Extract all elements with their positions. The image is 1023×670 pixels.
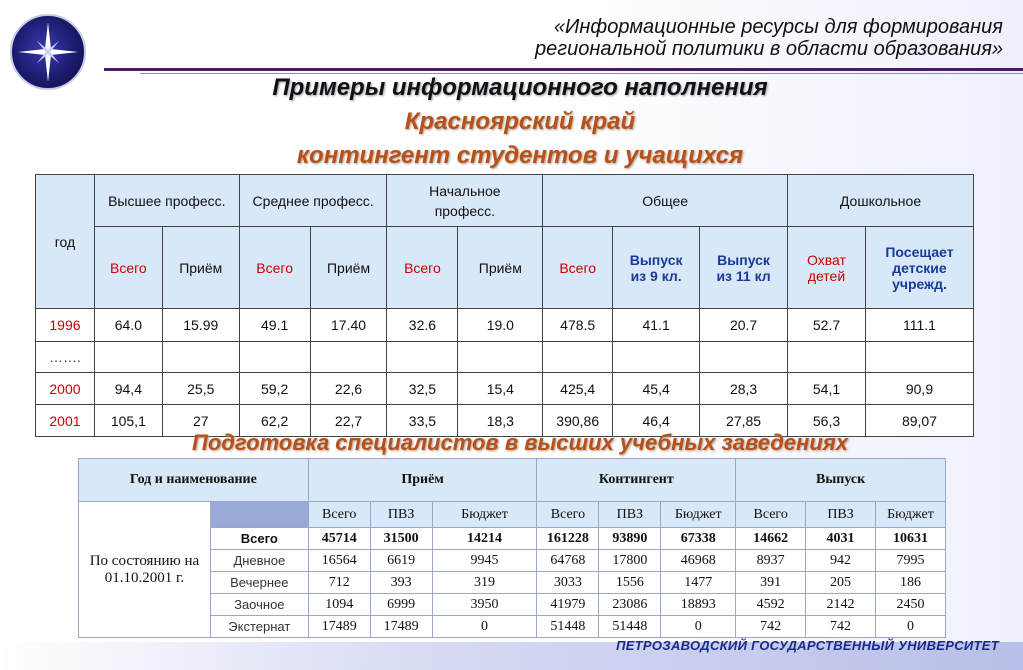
table-cell	[239, 342, 310, 373]
table-cell: 7995	[875, 550, 945, 572]
examples-heading: Примеры информационного наполнения	[272, 74, 768, 101]
general-header: Общее	[543, 175, 788, 227]
table-cell: 9945	[432, 550, 537, 572]
row-label: Заочное	[210, 594, 308, 616]
table-cell: 1094	[308, 594, 370, 616]
table-cell: 22,7	[310, 405, 387, 437]
table-cell: 4592	[736, 594, 806, 616]
secondary-total-header: Всего	[239, 227, 310, 309]
table-cell: 54,1	[788, 373, 866, 405]
table-cell: 111.1	[865, 309, 973, 342]
training-heading: Подготовка специалистов в высших учебных заведениях	[192, 430, 848, 455]
table-cell: 742	[806, 616, 876, 638]
primary-header-line1: Начальное	[429, 182, 501, 199]
year-cell: 1996	[36, 309, 95, 342]
table-cell	[788, 342, 866, 373]
table-cell: 90,9	[865, 373, 973, 405]
year-cell: 2000	[36, 373, 95, 405]
presentation-title	[535, 16, 1003, 60]
name-header: Год и наименование	[79, 459, 309, 502]
table-cell: 93890	[599, 528, 661, 550]
header-divider	[104, 68, 1023, 71]
row-label: Экстернат	[210, 616, 308, 638]
coverage-header: Охват детей	[788, 227, 866, 309]
table-cell: 33,5	[387, 405, 458, 437]
table-cell: 52.7	[788, 309, 866, 342]
higher-header: Высшее професс.	[94, 175, 239, 227]
row-label: Дневное	[210, 550, 308, 572]
table-cell: 67338	[661, 528, 736, 550]
table-cell: 51448	[599, 616, 661, 638]
table-cell: 64.0	[94, 309, 162, 342]
state-date-cell: По состоянию на 01.10.2001 г.	[79, 502, 211, 638]
table-cell	[310, 342, 387, 373]
table-cell: 6999	[370, 594, 432, 616]
table-cell: 27,85	[700, 405, 788, 437]
row-label: Вечернее	[210, 572, 308, 594]
contingent-heading: контингент студентов и учащихся	[296, 142, 744, 169]
table-row	[36, 373, 974, 405]
table-cell: 3950	[432, 594, 537, 616]
table-cell: 478.5	[543, 309, 613, 342]
table-cell: 18893	[661, 594, 736, 616]
table-cell	[94, 342, 162, 373]
table-cell	[700, 342, 788, 373]
primary-header-line2: професс.	[434, 202, 496, 219]
graduation-header: Выпуск	[736, 459, 946, 502]
table-cell: 28,3	[700, 373, 788, 405]
table-cell	[162, 342, 239, 373]
table-cell: 0	[432, 616, 537, 638]
table-cell: 8937	[736, 550, 806, 572]
table-cell: 14214	[432, 528, 537, 550]
table-cell: 20.7	[700, 309, 788, 342]
table-cell	[613, 342, 700, 373]
contingent-header: Контингент	[537, 459, 736, 502]
intake-budget-header: Бюджет	[432, 502, 537, 528]
table-cell: 3033	[537, 572, 599, 594]
table-cell: 15,4	[458, 373, 543, 405]
table-cell: 2450	[875, 594, 945, 616]
table-cell	[543, 342, 613, 373]
table-cell: 94,4	[94, 373, 162, 405]
table-cell: 56,3	[788, 405, 866, 437]
grad9-header: Выпуск из 9 кл.	[613, 227, 700, 309]
table-cell: 16564	[308, 550, 370, 572]
table-cell: 27	[162, 405, 239, 437]
table-cell: 14662	[736, 528, 806, 550]
table-cell: 105,1	[94, 405, 162, 437]
table-cell: 17.40	[310, 309, 387, 342]
intake-header: Приём	[308, 459, 537, 502]
contingent-total-header: Всего	[537, 502, 599, 528]
table-cell: 17489	[308, 616, 370, 638]
table-cell	[458, 342, 543, 373]
table-cell: 19.0	[458, 309, 543, 342]
secondary-header: Среднее професс.	[239, 175, 387, 227]
table-cell: 942	[806, 550, 876, 572]
table-cell: 742	[736, 616, 806, 638]
contingent-pvz-header: ПВЗ	[599, 502, 661, 528]
training-table	[78, 458, 946, 638]
row-label: Всего	[210, 528, 308, 550]
table-cell: 41.1	[613, 309, 700, 342]
table-cell: 49.1	[239, 309, 310, 342]
table-cell: 41979	[537, 594, 599, 616]
secondary-intake-header: Приём	[310, 227, 387, 309]
table-cell: 6619	[370, 550, 432, 572]
intake-total-header: Всего	[308, 502, 370, 528]
table-cell: 15.99	[162, 309, 239, 342]
contingent-table	[35, 174, 974, 437]
table-cell	[387, 342, 458, 373]
presentation-title-line1: «Информационные ресурсы для формирования	[553, 16, 1003, 38]
table-cell: 17489	[370, 616, 432, 638]
primary-header	[387, 175, 543, 227]
table-cell: 32,5	[387, 373, 458, 405]
table-cell: 45,4	[613, 373, 700, 405]
table-cell: 18,3	[458, 405, 543, 437]
table-cell: 205	[806, 572, 876, 594]
table-cell: 25,5	[162, 373, 239, 405]
graduation-budget-header: Бюджет	[875, 502, 945, 528]
table-cell: 51448	[537, 616, 599, 638]
table-cell: 1556	[599, 572, 661, 594]
table-cell: 45714	[308, 528, 370, 550]
table-cell: 22,6	[310, 373, 387, 405]
general-total-header: Всего	[543, 227, 613, 309]
table-cell: 391	[736, 572, 806, 594]
table-cell: 10631	[875, 528, 945, 550]
preschool-header: Дошкольное	[788, 175, 974, 227]
table-cell: 712	[308, 572, 370, 594]
table-cell: 89,07	[865, 405, 973, 437]
intake-pvz-header: ПВЗ	[370, 502, 432, 528]
table-cell: 31500	[370, 528, 432, 550]
table-cell: 1477	[661, 572, 736, 594]
table-cell: 46,4	[613, 405, 700, 437]
higher-intake-header: Приём	[162, 227, 239, 309]
attend-header: Посещает детские учрежд.	[865, 227, 973, 309]
table-cell: 2142	[806, 594, 876, 616]
table-cell: 319	[432, 572, 537, 594]
table-row	[36, 309, 974, 342]
table-cell: 4031	[806, 528, 876, 550]
table-cell: 186	[875, 572, 945, 594]
table-cell: 0	[661, 616, 736, 638]
region-heading: Красноярский край	[404, 108, 636, 135]
table-cell: 32.6	[387, 309, 458, 342]
year-cell: 2001	[36, 405, 95, 437]
presentation-title-line2: региональной политики в области образования»	[535, 38, 1003, 60]
table-cell: 46968	[661, 550, 736, 572]
table-cell: 59,2	[239, 373, 310, 405]
table-cell	[865, 342, 973, 373]
table-cell: 62,2	[239, 405, 310, 437]
table-cell: 425,4	[543, 373, 613, 405]
graduation-total-header: Всего	[736, 502, 806, 528]
table-cell: 390,86	[543, 405, 613, 437]
table-cell: 161228	[537, 528, 599, 550]
contingent-budget-header: Бюджет	[661, 502, 736, 528]
higher-total-header: Всего	[94, 227, 162, 309]
year-cell: …….	[36, 342, 95, 373]
graduation-pvz-header: ПВЗ	[806, 502, 876, 528]
table-cell: 0	[875, 616, 945, 638]
primary-intake-header: Приём	[458, 227, 543, 309]
table-row	[36, 342, 974, 373]
year-header: год	[36, 175, 95, 309]
blank-header-cell	[210, 502, 308, 528]
table-cell: 64768	[537, 550, 599, 572]
grad11-header: Выпуск из 11 кл	[700, 227, 788, 309]
primary-total-header: Всего	[387, 227, 458, 309]
table-cell: 393	[370, 572, 432, 594]
table-cell: 17800	[599, 550, 661, 572]
table-cell: 23086	[599, 594, 661, 616]
footer-university: ПЕТРОЗАВОДСКИЙ ГОСУДАРСТВЕННЫЙ УНИВЕРСИТЕТ	[616, 638, 999, 653]
